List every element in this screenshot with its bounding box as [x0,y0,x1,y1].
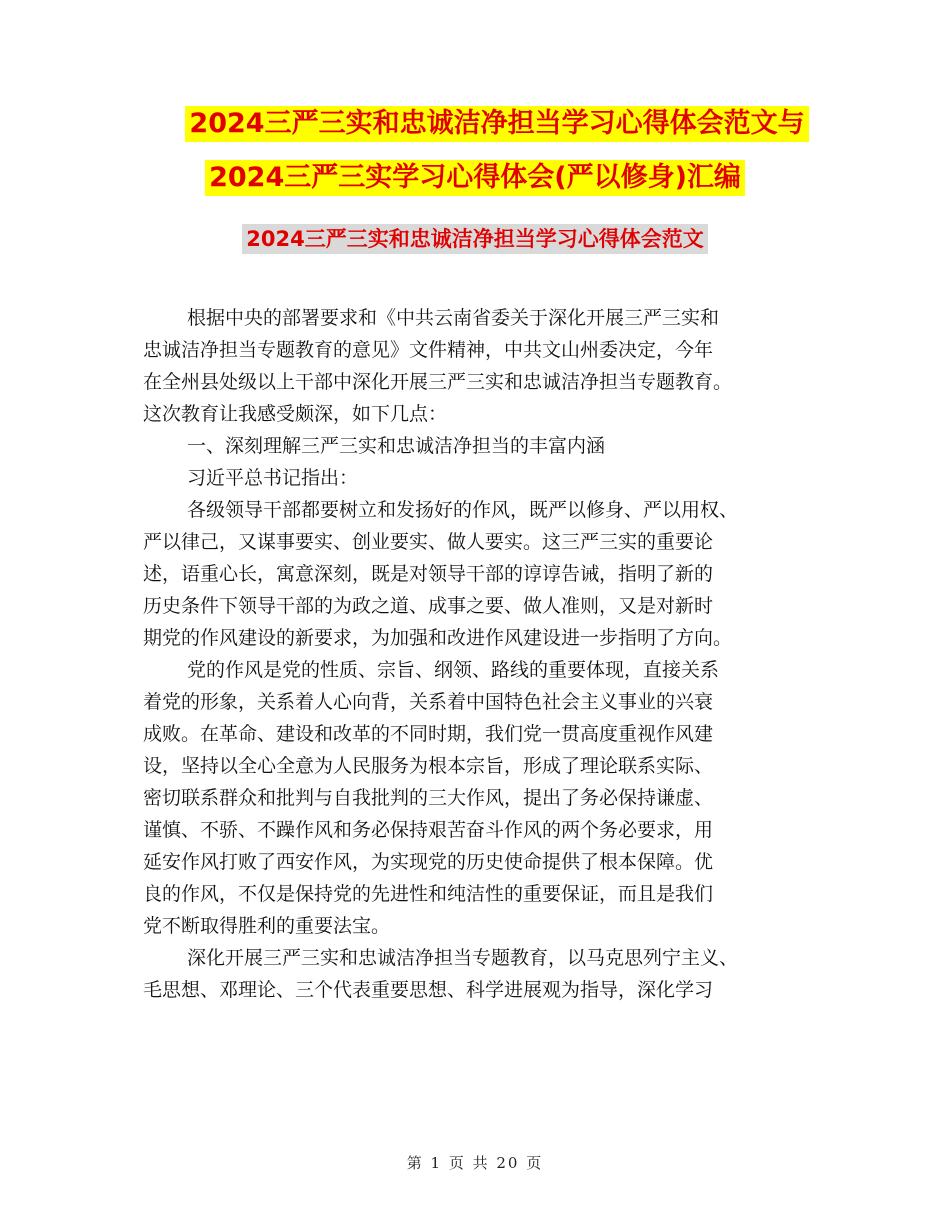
paragraph-line: 在全州县处级以上干部中深化开展三严三实和忠诚洁净担当专题教育。 [143,371,733,393]
paragraph-line: 根据中央的部署要求和《中共云南省委关于深化开展三严三实和 [187,307,720,329]
paragraph-line: 习近平总书记指出： [187,467,359,489]
paragraph-line: 各级领导干部都要树立和发扬好的作风，既严以修身、严以用权、 [187,499,739,521]
section-title-line: 一、深刻理解三严三实和忠诚洁净担当的丰富内涵 [187,435,606,457]
paragraph-line: 延安作风打败了西安作风，为实现党的历史使命提供了根本保障。优 [143,851,714,873]
paragraph-line: 谨慎、不骄、不躁作风和务必保持艰苦奋斗作风的两个务必要求，用 [143,819,714,841]
document-body [143,302,815,1006]
paragraph-line: 党的作风是党的性质、宗旨、纲领、路线的重要体现，直接关系 [187,659,720,681]
paragraph-line: 这次教育让我感受颇深，如下几点： [143,403,448,425]
paragraph-line: 设，坚持以全心全意为人民服务为根本宗旨，形成了理论联系实际、 [143,755,714,777]
paragraph-line: 期党的作风建设的新要求，为加强和改进作风建设进一步指明了方向。 [143,627,733,649]
paragraph-line: 良的作风，不仅是保持党的先进性和纯洁性的重要保证，而且是我们 [143,883,714,905]
paragraph-line: 成败。在革命、建设和改革的不同时期，我们党一贯高度重视作风建 [143,723,714,745]
paragraph-line: 着党的形象，关系着人心向背，关系着中国特色社会主义事业的兴衰 [143,691,714,713]
title-line-1: 2024三严三实和忠诚洁净担当学习心得体会范文与 [185,106,808,142]
paragraph-line: 密切联系群众和批判与自我批判的三大作风，提出了务必保持谦虚、 [143,787,714,809]
paragraph-line: 严以律己，又谋事要实、创业要实、做人要实。这三严三实的重要论 [143,531,714,553]
section-heading: 2024三严三实和忠诚洁净担当学习心得体会范文 [242,224,707,254]
document-title [0,106,950,214]
paragraph-line: 党不断取得胜利的重要法宝。 [143,915,391,937]
paragraph-line: 毛思想、邓理论、三个代表重要思想、科学进展观为指导，深化学习 [143,979,714,1001]
paragraph-line: 历史条件下领导干部的为政之道、成事之要、做人准则，又是对新时 [143,595,714,617]
paragraph-line: 述，语重心长，寓意深刻，既是对领导干部的谆谆告诫，指明了新的 [143,563,714,585]
title-line-2: 2024三严三实学习心得体会(严以修身)汇编 [205,160,745,196]
paragraph-line: 深化开展三严三实和忠诚洁净担当专题教育，以马克思列宁主义、 [187,947,739,969]
page-footer: 第 1 页 共 20 页 [406,1154,544,1172]
paragraph-line: 忠诚洁净担当专题教育的意见》文件精神，中共文山州委决定，今年 [143,339,714,361]
